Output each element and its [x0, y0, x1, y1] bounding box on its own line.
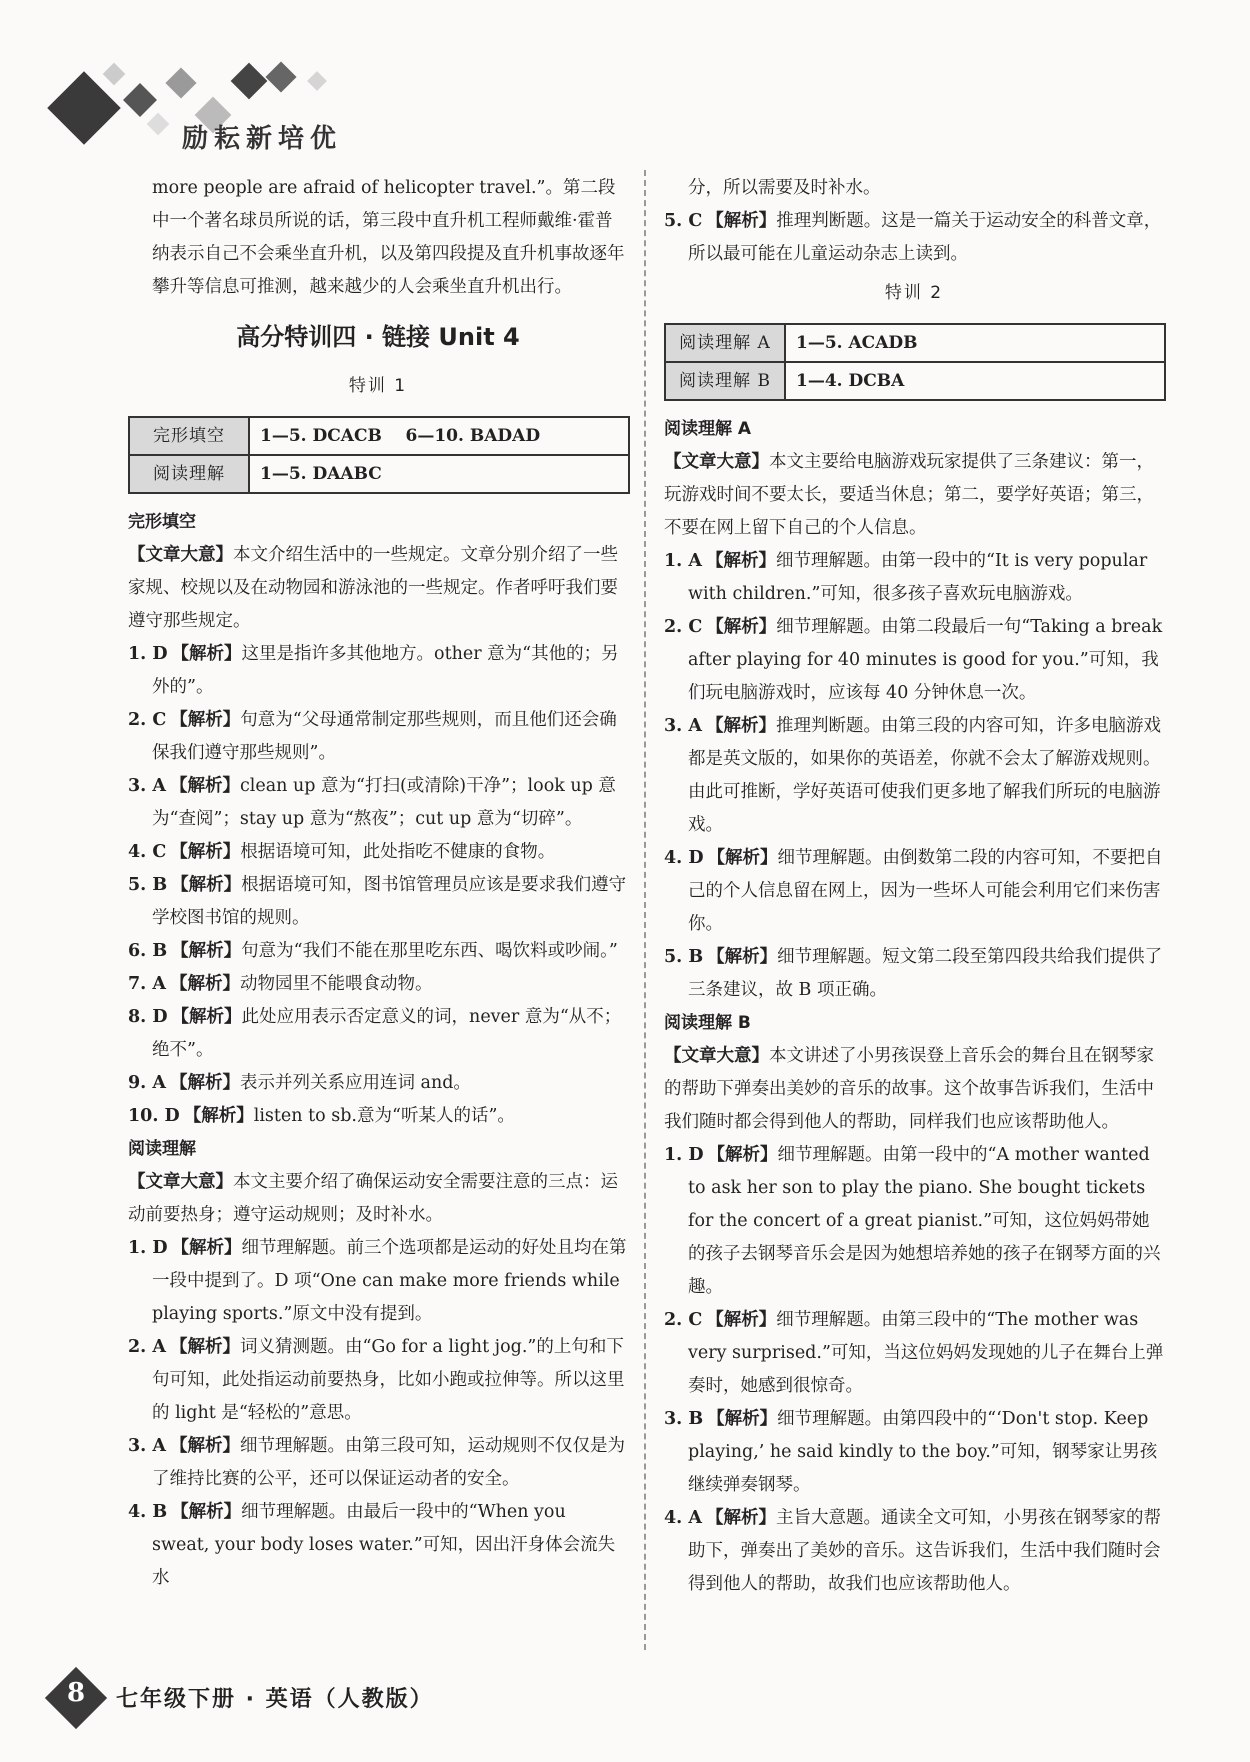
table-row [665, 362, 1165, 400]
list-item [128, 968, 628, 1001]
item-number: 5. B [128, 875, 168, 895]
list-item [128, 1430, 628, 1496]
table-key: 阅读理解 [129, 455, 249, 493]
item-text: 细节理解题。由第三段可知，运动规则不仅仅是为了维持比赛的公平，还可以保证运动者的安全。 [152, 1436, 625, 1489]
diamond-icon [265, 61, 296, 92]
item-number: 2. C [664, 617, 703, 637]
item-number: 2. C [664, 1310, 703, 1330]
item-tag: 【解析】 [705, 551, 776, 571]
item-text: clean up 意为“打扫(或清除)干净”；look up 意为“查阅”；stay up 意为“熬夜”；cut up 意为“切碎”。 [152, 776, 616, 829]
table-key: 完形填空 [129, 417, 249, 455]
item-number: 3. A [664, 716, 702, 736]
item-number: 2. C [128, 710, 167, 730]
item-number: 10. D [128, 1106, 180, 1126]
table-row [129, 455, 629, 493]
item-text: 根据语境可知，图书馆管理员应该是要求我们遵守学校图书馆的规则。 [152, 875, 627, 928]
item-number: 1. A [664, 551, 702, 571]
list-item [664, 710, 1164, 842]
item-text: 细节理解题。由倒数第二段的内容可知，不要把自己的个人信息留在网上，因为一些坏人可能会利用它们来伤害你。 [688, 848, 1163, 934]
item-number: 5. B [664, 947, 704, 967]
item-tag: 【解析】 [169, 1073, 240, 1093]
section-heading: 阅读理解 B [664, 1013, 751, 1033]
table-value: 1—5. DAABC [249, 455, 629, 493]
item-text: 表示并列关系应用连词 and。 [239, 1073, 471, 1093]
section-heading: 阅读理解 A [664, 419, 752, 439]
item-number: 4. A [664, 1508, 702, 1528]
item-text: 细节理解题。由第一段中的“It is very popular with children.”可知，很多孩子喜欢玩电脑游戏。 [688, 551, 1148, 604]
item-number: 5. C [664, 211, 703, 231]
diamond-icon [307, 71, 327, 91]
list-item [128, 1331, 628, 1430]
list-item [664, 1139, 1164, 1304]
table-row [665, 324, 1165, 362]
item-text: 细节理解题。由第一段中的“A mother wanted to ask her son to play the piano. She bought tickets for the concert of a great pianist.”可知，这位妈妈带她的孩子去钢琴音乐会是因为她想培养她的孩子在钢琴方面的兴趣。 [688, 1145, 1161, 1297]
summary-text: 本文主要介绍了确保运动安全需要注意的三点：运动前要热身；遵守运动规则；及时补水。 [128, 1172, 618, 1225]
section-heading: 阅读理解 [128, 1139, 196, 1159]
list-item [128, 1067, 628, 1100]
item-tag: 【解析】 [170, 842, 241, 862]
continued-text: 分，所以需要及时补水。 [688, 178, 881, 198]
brand-title: 励耘新培优 [182, 124, 343, 154]
list-item [128, 770, 628, 836]
item-text: 细节理解题。由最后一段中的“When you sweat, your body loses water.”可知，因出汗身体会流失水 [152, 1502, 616, 1588]
item-text: 细节理解题。前三个选项都是运动的好处且均在第一段中提到了。D 项“One can make more friends while playing sports.”原文中没有提到。 [152, 1238, 627, 1324]
item-number: 2. A [128, 1337, 166, 1357]
summary-paragraph [128, 539, 628, 638]
item-tag: 【解析】 [707, 1145, 778, 1165]
table-key: 阅读理解 B [665, 362, 785, 400]
list-item [128, 1496, 628, 1595]
column-divider [644, 170, 646, 1650]
item-tag: 【解析】 [707, 947, 778, 967]
item-tag: 【解析】 [169, 1436, 240, 1456]
item-tag: 【解析】 [171, 1007, 242, 1027]
item-number: 9. A [128, 1073, 166, 1093]
item-text: 句意为“我们不能在那里吃东西、喝饮料或吵闹。” [241, 941, 618, 961]
left-column [128, 172, 628, 1595]
item-text: listen to sb.意为“听某人的话”。 [253, 1106, 515, 1126]
item-number: 4. C [128, 842, 167, 862]
diamond-icon [123, 83, 157, 117]
item-number: 6. B [128, 941, 168, 961]
item-tag: 【解析】 [707, 1409, 778, 1429]
table-value: 1—4. DCBA [785, 362, 1165, 400]
item-number: 3. A [128, 1436, 166, 1456]
list-item [664, 545, 1164, 611]
item-tag: 【解析】 [171, 1238, 242, 1258]
list-item [128, 704, 628, 770]
summary-tag: 【文章大意】 [664, 452, 769, 472]
training-subtitle: 特训 1 [348, 376, 408, 396]
page-footer [54, 1672, 614, 1724]
diamond-icon [165, 67, 196, 98]
page-number: 8 [66, 1678, 86, 1708]
right-column [664, 172, 1164, 1601]
item-number: 3. A [128, 776, 166, 796]
item-tag: 【解析】 [705, 1508, 776, 1528]
item-tag: 【解析】 [706, 1310, 777, 1330]
summary-text: 本文介绍生活中的一些规定。文章分别介绍了一些家规、校规以及在动物园和游泳池的一些规定。作者呼吁我们要遵守那些规定。 [128, 545, 618, 631]
diamond-large-icon [47, 71, 121, 145]
item-tag: 【解析】 [170, 710, 241, 730]
summary-tag: 【文章大意】 [128, 545, 233, 565]
item-text: 细节理解题。由第二段最后一句“Taking a break after playing for 40 minutes is good for you.”可知，我们玩电脑游戏时，应该每 40 分钟休息一次。 [688, 617, 1163, 703]
item-number: 4. B [128, 1502, 168, 1522]
item-tag: 【解析】 [171, 1502, 242, 1522]
diamond-icon [231, 63, 268, 100]
unit-title: 高分特训四 · 链接 Unit 4 [236, 323, 520, 351]
table-key: 阅读理解 A [665, 324, 785, 362]
table-row [129, 417, 629, 455]
item-text: 细节理解题。由第四段中的“‘Don't stop. Keep playing,’ he said kindly to the boy.”可知，钢琴家让男孩继续弹奏钢琴。 [688, 1409, 1158, 1495]
summary-paragraph [664, 1040, 1164, 1139]
item-text: 此处应用表示否定意义的词，never 意为“从不；绝不”。 [152, 1007, 622, 1060]
list-item [128, 638, 628, 704]
summary-paragraph [664, 446, 1164, 545]
item-number: 1. D [664, 1145, 704, 1165]
item-tag: 【解析】 [183, 1106, 254, 1126]
list-item [128, 1001, 628, 1067]
list-item [128, 869, 628, 935]
diamond-icon [103, 63, 126, 86]
item-text: 句意为“父母通常制定那些规则，而且他们还会确保我们遵守那些规则”。 [152, 710, 617, 763]
item-tag: 【解析】 [171, 941, 242, 961]
item-text: 细节理解题。由第三段中的“The mother was very surprised.”可知，当这位妈妈发现她的儿子在舞台上弹奏时，她感到很惊奇。 [688, 1310, 1164, 1396]
item-text: 动物园里不能喂食动物。 [239, 974, 433, 994]
item-text: 推理判断题。由第三段的内容可知，许多电脑游戏都是英文版的，如果你的英语差，你就不会太了解游戏规则。由此可推断，学好英语可使我们更多地了解我们所玩的电脑游戏。 [688, 716, 1161, 835]
table-value: 1—5. ACADB [785, 324, 1165, 362]
summary-tag: 【文章大意】 [128, 1172, 233, 1192]
summary-text: 本文讲述了小男孩误登上音乐会的舞台且在钢琴家的帮助下弹奏出美妙的音乐的故事。这个故事告诉我们，生活中我们随时都会得到他人的帮助，同样我们也应该帮助他人。 [664, 1046, 1154, 1132]
item-text: 推理判断题。这是一篇关于运动安全的科普文章，所以最可能在儿童运动杂志上读到。 [688, 211, 1162, 264]
item-number: 7. A [128, 974, 166, 994]
item-tag: 【解析】 [171, 644, 242, 664]
item-tag: 【解析】 [169, 1337, 240, 1357]
book-title: 七年级下册 · 英语（人教版） [116, 1687, 434, 1712]
training-subtitle: 特训 2 [884, 283, 944, 303]
item-text: 这里是指许多其他地方。other 意为“其他的；另外的”。 [152, 644, 619, 697]
item-tag: 【解析】 [706, 211, 777, 231]
item-text: 根据语境可知，此处指吃不健康的食物。 [240, 842, 556, 862]
item-text: 主旨大意题。通读全文可知，小男孩在钢琴家的帮助下，弹奏出了美妙的音乐。这告诉我们，生活中我们随时会得到他人的帮助，故我们也应该帮助他人。 [688, 1508, 1161, 1594]
item-number: 1. D [128, 1238, 168, 1258]
item-tag: 【解析】 [169, 974, 240, 994]
item-number: 1. D [128, 644, 168, 664]
list-item [664, 941, 1164, 1007]
list-item [664, 205, 1164, 271]
section-heading: 完形填空 [128, 512, 196, 532]
item-number: 8. D [128, 1007, 168, 1027]
item-tag: 【解析】 [705, 716, 776, 736]
item-text: 细节理解题。短文第二段至第四段共给我们提供了三条建议，故 B 项正确。 [688, 947, 1163, 1000]
list-item [664, 1403, 1164, 1502]
list-item [664, 611, 1164, 710]
list-item [664, 1502, 1164, 1601]
item-text: 词义猜测题。由“Go for a light jog.”的上句和下句可知，此处指运动前要热身，比如小跑或拉伸等。所以这里的 light 是“轻松的”意思。 [152, 1337, 625, 1423]
diamond-icon [147, 113, 170, 136]
item-tag: 【解析】 [706, 617, 777, 637]
list-item [664, 842, 1164, 941]
answer-table [664, 323, 1166, 401]
list-item [128, 836, 628, 869]
item-number: 4. D [664, 848, 704, 868]
list-item [128, 1100, 628, 1133]
item-number: 3. B [664, 1409, 704, 1429]
item-tag: 【解析】 [707, 848, 778, 868]
item-tag: 【解析】 [169, 776, 240, 796]
intro-paragraph: more people are afraid of helicopter travel.”。第二段中一个著名球员所说的话，第三段中直升机工程师戴维·霍普纳表示自己不会乘坐直升机，以及第四段提及直升机事故逐年攀升等信息可推测，越来越少的人会乘坐直升机出行。 [152, 178, 625, 297]
list-item [128, 935, 628, 968]
list-item [664, 1304, 1164, 1403]
item-tag: 【解析】 [171, 875, 242, 895]
table-value: 1—5. DCACB 6—10. BADAD [249, 417, 629, 455]
summary-paragraph [128, 1166, 628, 1232]
list-item [128, 1232, 628, 1331]
summary-text: 本文主要给电脑游戏玩家提供了三条建议：第一，玩游戏时间不要太长，要适当休息；第二，要学好英语；第三，不要在网上留下自己的个人信息。 [664, 452, 1154, 538]
summary-tag: 【文章大意】 [664, 1046, 769, 1066]
answer-table [128, 416, 630, 494]
